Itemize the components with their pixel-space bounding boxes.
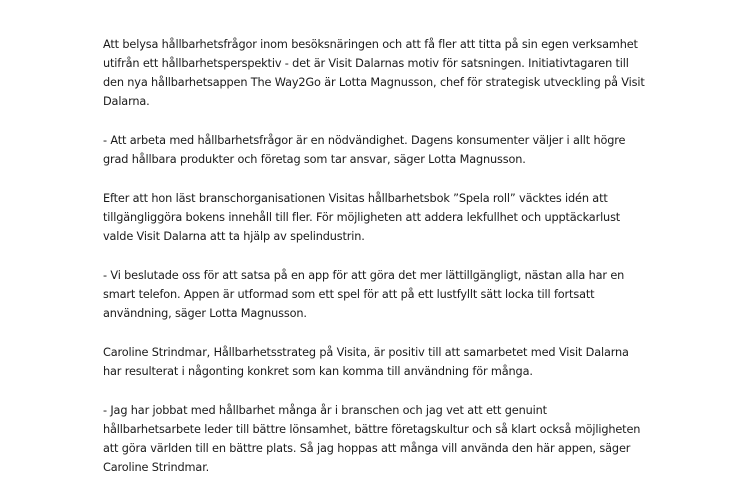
text-line: användning, säger Lotta Magnusson. (103, 307, 307, 320)
text-line: Efter att hon läst branschorganisationen Visitas hållbarhetsbok ”Spela roll” väcktes idén att (103, 192, 608, 205)
text-line: Att belysa hållbarhetsfrågor inom besöksnäringen och att få fler att titta på sin egen verksamhet (103, 38, 638, 51)
paragraph-3 (103, 189, 663, 246)
paragraph-2 (103, 131, 663, 169)
text-line: den nya hållbarhetsappen The Way2Go är Lotta Magnusson, chef för strategisk utveckling på Visit (103, 76, 645, 89)
document-body (103, 35, 663, 497)
text-line: utifrån ett hållbarhetsperspektiv - det är Visit Dalarnas motiv för satsningen. Initiativtagaren till (103, 57, 629, 70)
text-line: hållbarhetsarbete leder till bättre lönsamhet, bättre företagskultur och så klart också möjligheten (103, 423, 641, 436)
text-line: att göra världen till en bättre plats. Så jag hoppas att många vill använda den här appen, säger (103, 442, 631, 455)
text-line: - Att arbeta med hållbarhetsfrågor är en nödvändighet. Dagens konsumenter väljer i allt högre (103, 134, 626, 147)
text-line: smart telefon. Appen är utformad som ett spel för att på ett lustfyllt sätt locka till fortsatt (103, 288, 595, 301)
text-line: tillgängliggöra bokens innehåll till fler. För möjligheten att addera lekfullhet och upptäckarlust (103, 211, 621, 224)
text-line: valde Visit Dalarna att ta hjälp av spelindustrin. (103, 230, 365, 243)
text-line: Caroline Strindmar. (103, 461, 210, 474)
paragraph-4 (103, 266, 663, 323)
paragraph-5 (103, 343, 663, 381)
text-line: - Vi beslutade oss för att satsa på en app för att göra det mer lättillgängligt, nästan alla har en (103, 269, 625, 282)
paragraph-1 (103, 35, 663, 111)
text-line: grad hållbara produkter och företag som tar ansvar, säger Lotta Magnusson. (103, 153, 526, 166)
text-line: Caroline Strindmar, Hållbarhetsstrateg på Visita, är positiv till att samarbetet med Visit Dalarna (103, 346, 629, 359)
text-line: Dalarna. (103, 95, 150, 108)
paragraph-6 (103, 401, 663, 477)
text-line: har resulterat i någonting konkret som kan komma till användning för många. (103, 365, 533, 378)
text-line: - Jag har jobbat med hållbarhet många år i branschen och jag vet att ett genuint (103, 404, 547, 417)
